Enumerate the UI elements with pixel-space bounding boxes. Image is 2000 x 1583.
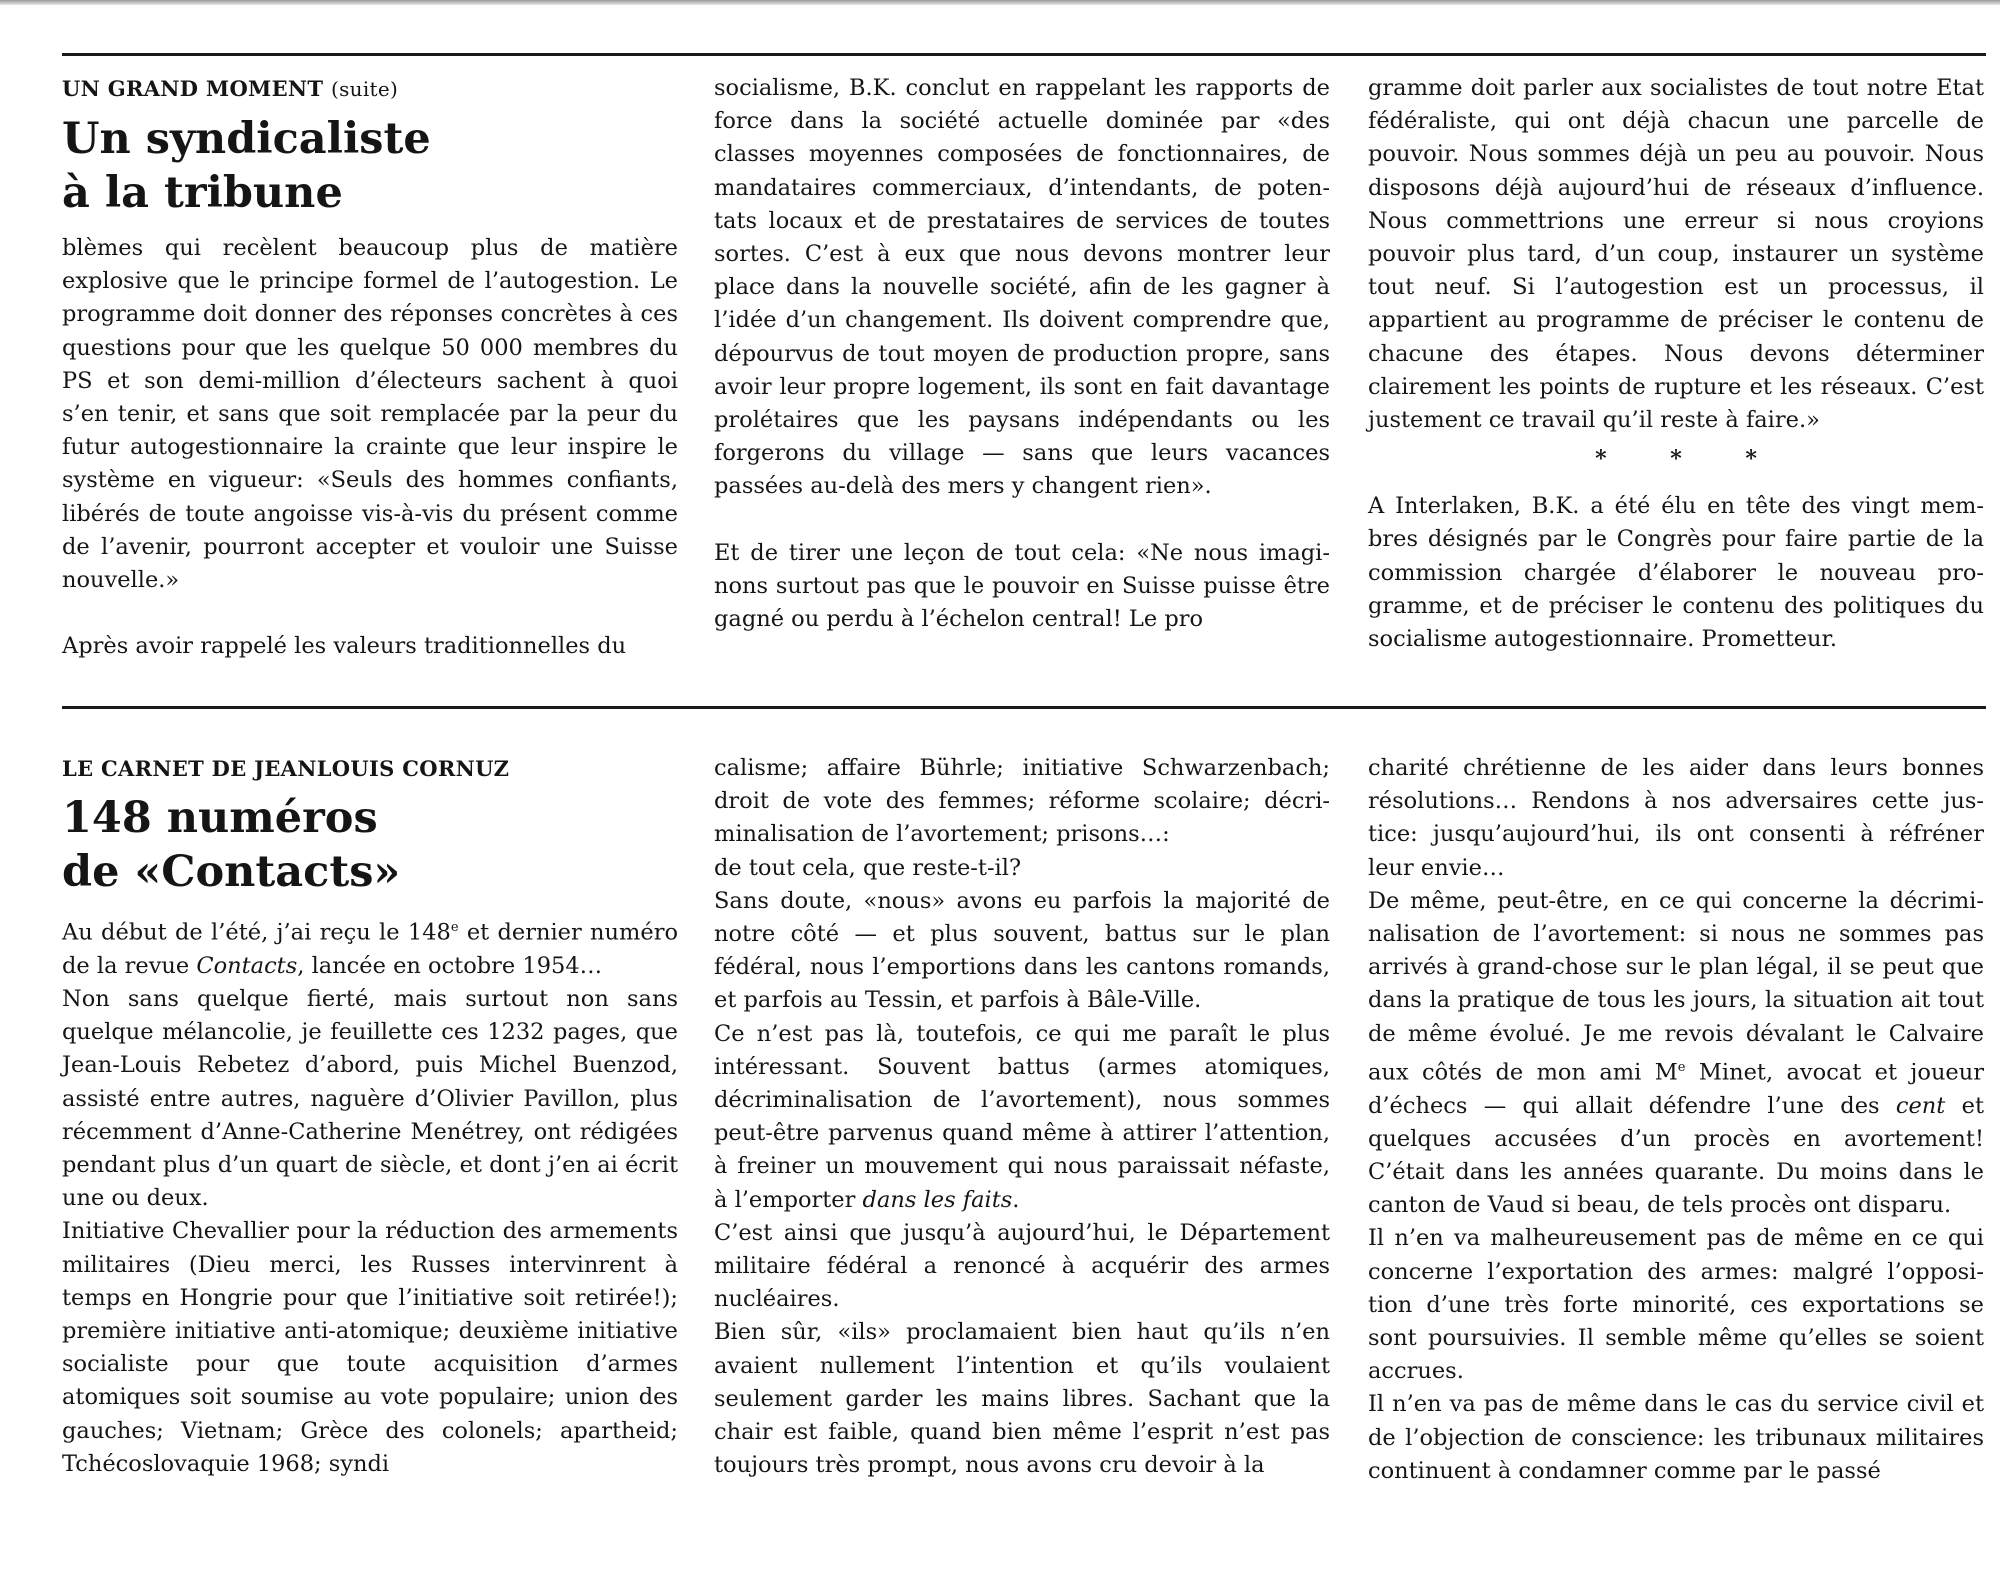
article-un-grand-moment xyxy=(62,72,1986,682)
article2-paragraph: Il n’en va pas de même dans le cas du service civil et de l’objection de conscience: les tribunaux militaires continuent à condamner comme par le passé xyxy=(1368,1391,1984,1484)
section-divider-rule xyxy=(62,706,1986,709)
italic-run: cent xyxy=(1895,1092,1946,1119)
top-rule xyxy=(62,53,1986,56)
article2-headline xyxy=(62,791,678,899)
text-run: . xyxy=(1012,1186,1020,1213)
article1-kicker-suffix: (suite) xyxy=(330,77,399,101)
text-run: Minet, avocat et joueur d’échecs — qui allait défendre l’une des xyxy=(1368,1059,1984,1119)
article1-column-3 xyxy=(1368,72,1984,656)
article2-headline-line1: 148 numéros xyxy=(62,793,378,843)
article2-column-2 xyxy=(714,752,1330,1482)
text-run: , lancée en octobre 1954… xyxy=(297,952,603,979)
article2-kicker: LE CARNET DE JEANLOUIS CORNUZ xyxy=(62,756,510,781)
article1-paragraph: Et de tirer une leçon de tout cela: «Ne nous imaginons surtout pas que le pouvoir en Suisse puisse être gagné ou perdu à l’échelon central! Le pro xyxy=(714,539,1330,633)
italic-run: Contacts xyxy=(196,952,298,979)
article1-paragraph: socialisme, B.K. conclut en rappelant les rapports de force dans la société actuelle dominée par «des classes moyennes composées de fonctionnaires, de mandataires commerciaux, d’intendants, de potentats locaux et de prestataires de services de toutes sortes. C’est à eux que nous devons montrer leur place dans la nouvelle société, afin de les gagner à l’idée d’un changement. Ils doivent comprendre que, dépourvus de tout moyen de production propre, sans avoir leur propre logement, ils sont en fait davantage prolétaires que les paysans indépendants ou les forgerons du village — sans que leurs vacances passées au-delà des mers y changent rien». xyxy=(714,75,1330,500)
article1-column-1 xyxy=(62,72,678,663)
article1-kicker-text: UN GRAND MOMENT xyxy=(62,76,324,101)
superscript: e xyxy=(1677,1059,1686,1075)
article1-paragraph: Après avoir rappelé les valeurs traditionnelles du xyxy=(62,633,627,660)
article2-paragraph: de tout cela, que reste-t-il? xyxy=(714,854,1022,881)
article2-column-3 xyxy=(1368,752,1984,1488)
text-run: et quelques accusées d’un procès en avortement! C’était dans les années quarante. Du moins dans le canton de Vaud si beau, de tels procès ont disparu. xyxy=(1368,1092,1984,1219)
text-run: et dernier numéro de la revue xyxy=(62,919,678,979)
article2-paragraph: Bien sûr, «ils» proclamaient bien haut qu’ils n’en avaient nullement l’intention et qu’ils voulaient seulement garder les mains libres. Sachant que la chair est faible, quand bien même l’esprit n’est pas toujours très prompt, nous avons cru devoir à la xyxy=(714,1319,1330,1479)
text-run: Au début de l’été, j’ai reçu le 148 xyxy=(62,919,451,946)
article2-paragraph: calisme; affaire Bührle; initiative Schwarzenbach; droit de vote des femmes; réforme scolaire; décriminalisation de l’avortement; prisons…: xyxy=(714,755,1330,848)
article1-headline-line2: à la tribune xyxy=(62,168,343,218)
article2-paragraph: C’est ainsi que jusqu’à aujourd’hui, le Département militaire fédéral a renoncé à acquérir des armes nucléaires. xyxy=(714,1219,1330,1313)
article2-paragraph: Il n’en va malheureusement pas de même en ce qui concerne l’exportation des armes: malgré l’opposition d’une très forte minorité, ces exportations se sont poursuivies. Il semble même qu’elles se soient accrues. xyxy=(1368,1225,1984,1385)
article1-column-2 xyxy=(714,72,1330,636)
article2-headline-line2: de «Contacts» xyxy=(62,847,401,897)
text-run: Ce n’est pas là, toutefois, ce qui me paraît le plus intéressant. Souvent battus (armes atomiques, décriminalisation de l’avortement), nous sommes peut-être parvenus quand même à attirer l’attention, à freiner un mouvement qui nous paraissait néfaste, à l’emporter xyxy=(714,1020,1330,1213)
article2-paragraph: Sans doute, «nous» avons eu parfois la majorité de notre côté — et plus souvent, battus sur le plan fédéral, nous l’emportions dans les cantons romands, et parfois au Tessin, et parfois à Bâle-Ville. xyxy=(714,887,1330,1014)
article1-paragraph: A Interlaken, B.K. a été élu en tête des vingt membres désignés par le Congrès pour faire partie de la commission chargée d’élaborer le nouveau programme, et de préciser le contenu des politiques du socialisme autogestionnaire. Prometteur. xyxy=(1368,493,1984,653)
article1-headline-line1: Un syndicaliste xyxy=(62,114,431,164)
article2-column-1 xyxy=(62,752,678,1481)
text-run: De même, peut-être, en ce qui concerne la décriminalisation de l’avortement: si nous ne sommes pas arrivés à grand-chose sur le plan légal, il se peut que dans la pratique de tous les jours, la situation ait tout de même évolué. Je me revois dévalant le Calvaire aux côtés de mon ami M xyxy=(1368,887,1984,1086)
article1-paragraph: gramme doit parler aux socialistes de tout notre Etat fédéraliste, qui ont déjà chacun une parcelle de pouvoir. Nous sommes déjà un peu au pouvoir. Nous disposons déjà aujourd’hui de réseaux d’influence. Nous commettrions une erreur si nous croyions pouvoir plus tard, d’un coup, instaurer un système tout neuf. Si l’autogestion est un processus, il appartient au programme de préciser le contenu de chacune des étapes. Nous devons déterminer clairement les points de rupture et les réseaux. C’est justement ce travail qu’il reste à faire.» xyxy=(1368,75,1984,434)
section-break-asterisks: * * * xyxy=(1595,446,1785,473)
italic-run: dans les faits xyxy=(862,1186,1013,1213)
article-carnet-cornuz xyxy=(62,752,1986,1577)
article1-paragraph: blèmes qui recèlent beaucoup plus de matière explosive que le principe formel de l’autogestion. Le programme doit donner des réponses concrètes à ces questions pour que les quelque 50 000 membres du PS et son demi-million d’électeurs sachent à quoi s’en tenir, et sans que soit remplacée par la peur du futur autogestionnaire la crainte que leur inspire le système en vigueur: «Seuls des hommes confiants, libérés de toute angoisse vis-à-vis du présent comme de l’avenir, pourront accepter et vouloir une Suisse nouvelle.» xyxy=(62,235,678,594)
article2-paragraph xyxy=(1368,885,1984,1223)
article2-paragraph xyxy=(62,911,678,983)
article1-kicker xyxy=(62,72,678,106)
article2-paragraph: Initiative Chevallier pour la réduction des armements militaires (Dieu merci, les Russes intervinrent à temps en Hongrie pour que l’initiative soit retirée!); première initiative anti-atomique; deuxième initiative socialiste pour que toute acquisition d’armes atomiques soit soumise au vote populaire; union des gauches; Vietnam; Grèce des colonels; apartheid; Tchécoslovaquie 1968; syndi xyxy=(62,1218,678,1477)
article2-paragraph: Non sans quelque fierté, mais surtout non sans quelque mélancolie, je feuillette ces 1232 pages, que Jean-Louis Rebetez d’abord, puis Michel Buenzod, assisté entre autres, naguère d’Olivier Pavillon, plus récemment d’Anne-Catherine Menétrey, ont rédigées pendant plus d’un quart de siècle, et dont j’en ai écrit une ou deux. xyxy=(62,985,678,1212)
article2-paragraph: charité chrétienne de les aider dans leurs bonnes résolutions… Rendons à nos adversaires cette justice: jusqu’aujourd’hui, ils ont consenti à réfréner leur envie… xyxy=(1368,755,1984,881)
article1-headline xyxy=(62,112,678,220)
page-top-edge xyxy=(0,0,2000,5)
superscript: e xyxy=(450,920,459,935)
article2-paragraph xyxy=(714,1018,1330,1217)
